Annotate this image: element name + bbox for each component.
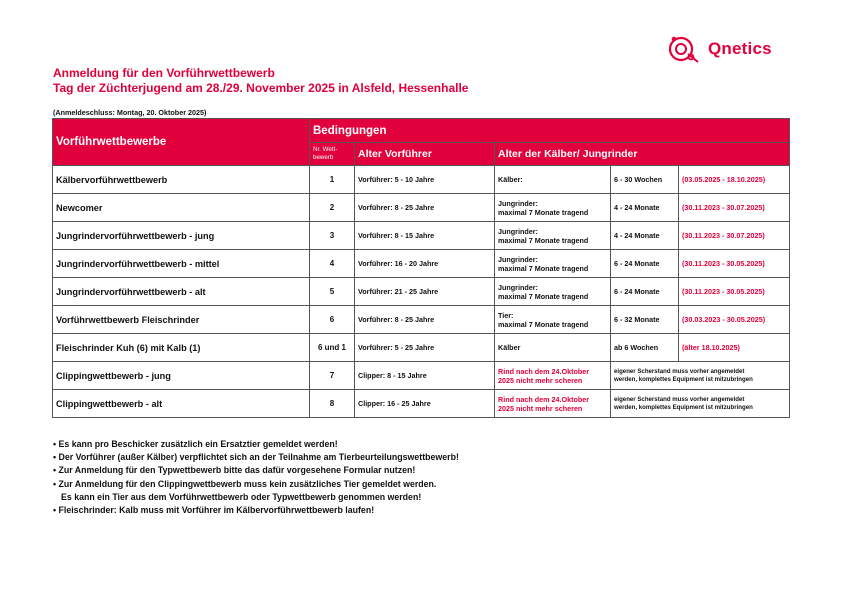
- header-nr-line2: bewerb: [313, 154, 334, 161]
- competition-table: [52, 118, 790, 418]
- clipper-age: Clipper: 8 - 15 Jahre: [355, 362, 495, 390]
- equipment-note: [611, 390, 790, 418]
- animal-type: [495, 250, 611, 278]
- note-item: • Der Vorführer (außer Kälber) verpflichtet sich an der Teilnahme am Tierbeurteilungswettbewerb!: [53, 452, 459, 463]
- competition-name: Kälbervorführwettbewerb: [53, 166, 310, 194]
- note-item: • Zur Anmeldung für den Typwettbewerb bitte das dafür vorgesehene Formular nutzen!: [53, 465, 416, 476]
- shearing-rule-line2: 2025 nicht mehr scheren: [498, 403, 583, 413]
- note-item: • Es kann pro Beschicker zusätzlich ein Ersatztier gemeldet werden!: [53, 439, 338, 449]
- note-item: • Zur Anmeldung für den Clippingwettbewerb muss kein zusätzliches Tier gemeldet werden.: [53, 478, 437, 489]
- table-row: [53, 334, 790, 362]
- animal-age: ab 6 Wochen: [611, 334, 679, 362]
- birth-date-range: (03.05.2025 - 18.10.2025): [679, 166, 790, 194]
- birth-date-range: (30.11.2023 - 30.05.2025): [679, 250, 790, 278]
- table-row: [53, 306, 790, 334]
- animal-type-line1: Kälber: [498, 343, 521, 352]
- birth-date-range: (30.11.2023 - 30.07.2025): [679, 194, 790, 222]
- equipment-note-line1: eigener Scherstand muss vorher angemeldet: [614, 395, 745, 403]
- competition-number: 4: [310, 250, 355, 278]
- page-title: Anmeldung für den Vorführwettbewerb: [53, 66, 275, 80]
- animal-age: 6 - 24 Monate: [611, 278, 679, 306]
- equipment-note-line1: eigener Scherstand muss vorher angemeldet: [614, 367, 745, 375]
- page-subtitle: Tag der Züchterjugend am 28./29. November 2025 in Alsfeld, Hessenhalle: [53, 81, 469, 95]
- presenter-age: Vorführer: 5 - 25 Jahre: [355, 334, 495, 362]
- animal-type-line1: Jungrinder:: [498, 254, 538, 264]
- animal-type-line1: Tier:: [498, 310, 514, 320]
- birth-date-range: (älter 18.10.2025): [679, 334, 790, 362]
- birth-date-range: (30.03.2023 - 30.05.2025): [679, 306, 790, 334]
- equipment-note: [611, 362, 790, 390]
- animal-type-line2: maximal 7 Monate tragend: [498, 263, 589, 273]
- table-row: [53, 194, 790, 222]
- header-age-presenter: Alter Vorführer: [355, 143, 495, 166]
- header-conditions: Bedingungen: [310, 119, 790, 143]
- clipper-age: Clipper: 16 - 25 Jahre: [355, 390, 495, 418]
- animal-type-line1: Jungrinder:: [498, 226, 538, 236]
- presenter-age: Vorführer: 8 - 15 Jahre: [355, 222, 495, 250]
- animal-type: [495, 334, 611, 362]
- animal-type-line2: maximal 7 Monate tragend: [498, 235, 589, 245]
- deadline-note: (Anmeldeschluss: Montag, 20. Oktober 2025): [53, 108, 207, 117]
- brand-logo: [668, 34, 790, 64]
- animal-type-line1: Jungrinder:: [498, 198, 538, 208]
- competition-name: Jungrindervorführwettbewerb - alt: [53, 278, 310, 306]
- birth-date-range: (30.11.2023 - 30.07.2025): [679, 222, 790, 250]
- competition-number: 2: [310, 194, 355, 222]
- shearing-rule-line1: Rind nach dem 24.Oktober: [498, 366, 590, 376]
- birth-date-range: (30.11.2023 - 30.05.2025): [679, 278, 790, 306]
- competition-number: 1: [310, 166, 355, 194]
- competition-name: Fleischrinder Kuh (6) mit Kalb (1): [53, 334, 310, 362]
- animal-age: 4 - 24 Monate: [611, 194, 679, 222]
- competition-number: 3: [310, 222, 355, 250]
- notes-list: [53, 438, 459, 517]
- animal-type: [495, 222, 611, 250]
- animal-age: 6 - 30 Wochen: [611, 166, 679, 194]
- shearing-rule-line2: 2025 nicht mehr scheren: [498, 375, 583, 385]
- equipment-note-line2: werden, komplettes Equipment ist mitzubringen: [614, 375, 753, 383]
- table-row: [53, 278, 790, 306]
- shearing-rule-line1: Rind nach dem 24.Oktober: [498, 394, 590, 404]
- animal-type-line2: maximal 7 Monate tragend: [498, 319, 589, 329]
- animal-type: [495, 194, 611, 222]
- animal-type-line2: maximal 7 Monate tragend: [498, 207, 589, 217]
- competition-name: Newcomer: [53, 194, 310, 222]
- competition-name: Jungrindervorführwettbewerb - jung: [53, 222, 310, 250]
- presenter-age: Vorführer: 5 - 10 Jahre: [355, 166, 495, 194]
- presenter-age: Vorführer: 8 - 25 Jahre: [355, 194, 495, 222]
- header-nr: [310, 143, 355, 166]
- presenter-age: Vorführer: 16 - 20 Jahre: [355, 250, 495, 278]
- competition-name: Clippingwettbewerb - alt: [53, 390, 310, 418]
- competition-number: 7: [310, 362, 355, 390]
- competition-name: Vorführwettbewerb Fleischrinder: [53, 306, 310, 334]
- table-row: [53, 250, 790, 278]
- competition-number: 6: [310, 306, 355, 334]
- shearing-rule: [495, 390, 611, 418]
- table-row: [53, 166, 790, 194]
- animal-type-line1: Jungrinder:: [498, 282, 538, 292]
- equipment-note-line2: werden, komplettes Equipment ist mitzubringen: [614, 403, 753, 411]
- presenter-age: Vorführer: 8 - 25 Jahre: [355, 306, 495, 334]
- table-row: [53, 222, 790, 250]
- competition-number: 8: [310, 390, 355, 418]
- animal-age: 6 - 24 Monate: [611, 250, 679, 278]
- header-nr-line1: Nr. Wett-: [313, 146, 338, 153]
- competition-name: Jungrindervorführwettbewerb - mittel: [53, 250, 310, 278]
- competition-number: 5: [310, 278, 355, 306]
- animal-type-line1: Kälber:: [498, 175, 523, 184]
- competition-name: Clippingwettbewerb - jung: [53, 362, 310, 390]
- table-row: [53, 390, 790, 418]
- qnetics-logo-icon: [668, 34, 702, 64]
- competition-number: 6 und 1: [310, 334, 355, 362]
- note-item: • Fleischrinder: Kalb muss mit Vorführer im Kälbervorführwettbewerb laufen!: [53, 505, 375, 516]
- note-item-continuation: Es kann ein Tier aus dem Vorführwettbewerb oder Typwettbewerb genommen werden!: [61, 491, 422, 502]
- shearing-rule: [495, 362, 611, 390]
- header-competitions: Vorführwettbewerbe: [53, 119, 310, 166]
- brand-name: Qnetics: [708, 39, 772, 58]
- header-age-calves: Alter der Kälber/ Jungrinder: [495, 143, 790, 166]
- animal-type: [495, 166, 611, 194]
- presenter-age: Vorführer: 21 - 25 Jahre: [355, 278, 495, 306]
- animal-type: [495, 278, 611, 306]
- table-row: [53, 362, 790, 390]
- animal-age: 6 - 32 Monate: [611, 306, 679, 334]
- animal-type-line2: maximal 7 Monate tragend: [498, 291, 589, 301]
- animal-type: [495, 306, 611, 334]
- animal-age: 4 - 24 Monate: [611, 222, 679, 250]
